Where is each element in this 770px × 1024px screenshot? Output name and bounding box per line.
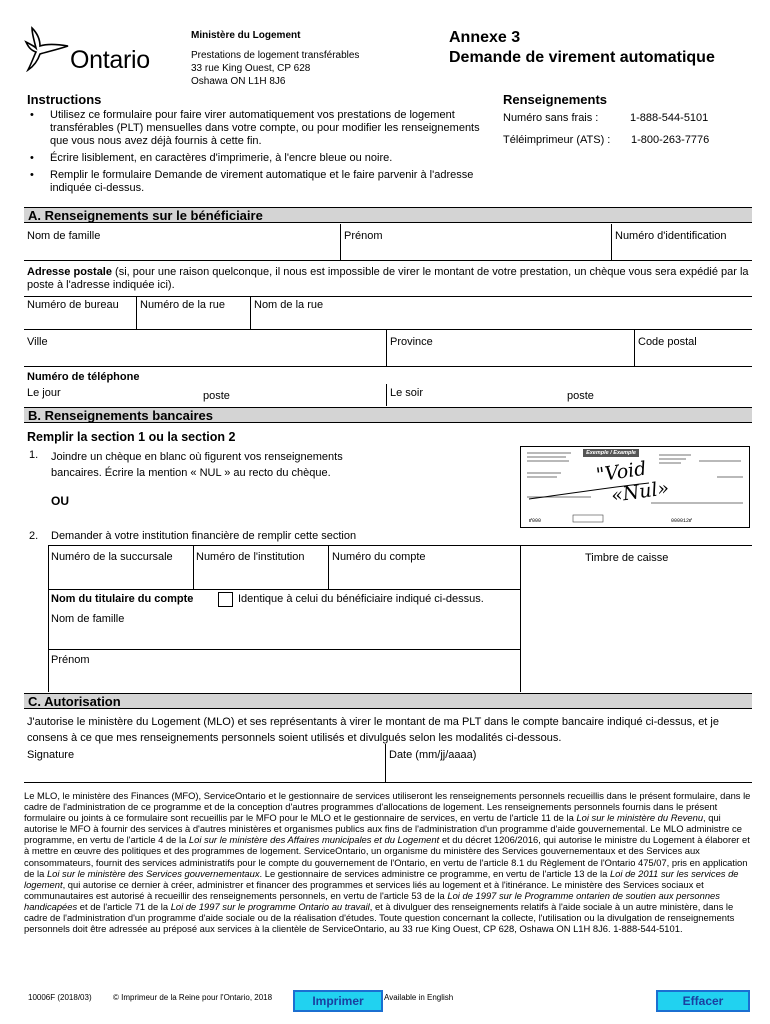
mailing-address-label: Adresse postale [27, 266, 112, 278]
trillium-icon [24, 24, 72, 72]
first-name-label: Prénom [344, 230, 383, 242]
phone-label: Numéro de téléphone [27, 371, 140, 383]
cheque-banner: Exemple / Example [583, 449, 639, 457]
holder-first-name-label: Prénom [51, 654, 90, 666]
holder-last-name-input[interactable] [50, 628, 519, 648]
account-holder-label: Nom du titulaire du compte [51, 593, 194, 605]
svg-text:⑈000: ⑈000 [529, 518, 542, 524]
date-label: Date (mm/jj/aaaa) [389, 749, 477, 761]
branch-number-label: Numéro de la succursale [51, 551, 173, 563]
same-as-beneficiary-checkbox[interactable] [218, 592, 233, 607]
day-ext-input[interactable] [236, 386, 384, 404]
province-label: Province [390, 336, 433, 348]
holder-last-name-label: Nom de famille [51, 613, 125, 625]
bank-stamp-area [522, 566, 750, 690]
last-name-label: Nom de famille [27, 230, 101, 242]
clear-button[interactable]: Effacer [656, 990, 750, 1012]
item2-number: 2. [29, 530, 39, 542]
id-number-label: Numéro d'identification [615, 230, 727, 242]
same-as-beneficiary-label: Identique à celui du bénéficiaire indiqué ci-dessus. [238, 593, 484, 605]
institution-number-input[interactable] [195, 566, 327, 588]
branch-number-input[interactable] [50, 566, 192, 588]
annex-label: Annexe 3 [449, 29, 521, 46]
tty-number: 1-800-263-7776 [631, 134, 710, 146]
instructions-list [30, 109, 480, 199]
evening-phone-input[interactable] [430, 386, 564, 404]
address-line-2: Oshawa ON L1H 8J6 [191, 76, 286, 87]
cheque-nul-text: «Nul» [609, 477, 671, 507]
bank-stamp-label: Timbre de caisse [585, 552, 669, 564]
signature-label: Signature [27, 749, 75, 761]
authorization-text: J'autorise le ministère du Logement (MLO) et ses représentants à virer le montant de ma PLT dans le compte bancaire indiqué ci-dessus, et je consens à ce que mes renseignements personnels soient utilisés et divulgués selon les modalités ci-dessous. [27, 716, 719, 744]
postal-code-input[interactable] [635, 350, 751, 365]
toll-free-label: Numéro sans frais : [503, 112, 599, 124]
copyright: © Imprimeur de la Reine pour l'Ontario, 2018 [113, 993, 273, 1002]
day-ext-label: poste [203, 390, 230, 402]
cheque-void-text: "Void [594, 457, 648, 487]
province-input[interactable] [387, 350, 633, 365]
signature-input[interactable] [24, 764, 384, 781]
item2-text: Demander à votre institution financière de remplir cette section [51, 530, 357, 542]
tty-label: Téléimprimeur (ATS) : [503, 134, 611, 146]
last-name-input[interactable] [24, 244, 339, 259]
holder-first-name-input[interactable] [50, 669, 519, 690]
street-number-input[interactable] [137, 313, 249, 328]
print-button[interactable]: Imprimer [293, 990, 383, 1012]
form-number: 10006F (2018/03) [28, 993, 92, 1002]
street-number-label: Numéro de la rue [140, 299, 225, 311]
svg-text:000012⑈: 000012⑈ [671, 518, 693, 524]
office-number-label: Numéro de bureau [27, 299, 119, 311]
evening-ext-label: poste [567, 390, 594, 402]
toll-free-number: 1-888-544-5101 [630, 112, 709, 124]
instructions-title: Instructions [27, 92, 102, 107]
instruction-item: • Remplir le formulaire Demande de virement automatique et le faire parvenir à l'adresse indiquée ci-dessus. [30, 169, 480, 195]
city-input[interactable] [24, 350, 385, 365]
evening-ext-input[interactable] [600, 386, 750, 404]
program-name: Prestations de logement transférables [191, 50, 360, 61]
day-phone-input[interactable] [70, 386, 200, 404]
form-title: Demande de virement automatique [449, 49, 715, 66]
account-number-input[interactable] [330, 566, 519, 588]
privacy-notice: Le MLO, le ministère des Finances (MFO), ServiceOntario et le gestionnaire de services utiliseront les renseignements personnels recueillis dans le présent formulaire, dans le cadre de l'administration de ce programme et de la conception d'autres programmes d'allocations de logement. Les renseignements personnels fournis dans le présent formulaire ou joints à ce formulaire sont recueillis par le MFO pour le MLO et le gestionnaire de services, en vertu de l'article 11 de la Loi sur le ministère du Revenu, qui autorise le MFO à fournir des services à d'autres ministères et organismes publics aux fins de l'administration d'un programme d'aide gouvernemental. Le MLO administre ce programme, en vertu de l'article 4 de la Loi sur le ministère des Affaires municipales et du Logement et du décret 1206/2016, qui autorise le ministre du Logement à élaborer et à mettre en œuvre des politiques et des programmes de logement. ServiceOntario, un organisme du ministère des Services gouvernementaux et des Services aux consommateurs, fournit des services administratifs pour le compte du gouvernement de l'Ontario, en vertu de l'article 8.1 du Règlement de l'Ontario 475/07, pris en application de la Loi sur le ministère des Services gouvernementaux. Le gestionnaire de services administre ce programme, en vertu de l'article 13 de la Loi de 2011 sur les services de logement, qui autorise ce dernier à créer, administrer et financer des programmes et services liés au logement et à l'itinérance. Le ministère des Services sociaux et communautaires est autorisé à recueillir des renseignements personnels, en vertu de l'article 53 de la Loi de 1997 sur le Programme ontarien de soutien aux personnes handicapées et de l'article 71 de la Loi de 1997 sur le programme Ontario au travail, et à divulguer des renseignements relatifs à l'aide sociale à un autre ministère, dans le cadre de l'administration d'un programme d'aide sociale ou de la réalisation d'études. Toute question concernant la collecte, l'utilisation ou la divulgation de renseignements personnels doit être adressée au préposé aux services à la clientèle de ServiceOntario, au 33 rue King Ouest, CP 628, Oshawa ON L1H 8J6. 1-888-544-5101. [24, 790, 751, 935]
institution-number-label: Numéro de l'institution [196, 551, 305, 563]
street-name-input[interactable] [251, 313, 751, 328]
info-title: Renseignements [503, 92, 608, 107]
section-b-header: B. Renseignements bancaires [24, 407, 752, 423]
evening-phone-label: Le soir [390, 387, 424, 399]
ontario-logo [24, 24, 174, 74]
office-number-input[interactable] [24, 313, 135, 328]
available-in-english: Available in English [384, 993, 454, 1002]
section-c-header: C. Autorisation [24, 693, 752, 709]
id-number-input[interactable] [612, 244, 752, 259]
item1-number: 1. [29, 449, 39, 461]
mailing-address-text: (si, pour une raison quelconque, il nous est impossible de virer le montant de votre prestation, un chèque vous sera expédié par la poste à l'adresse indiquée ici). [27, 266, 749, 291]
account-number-label: Numéro du compte [332, 551, 426, 563]
postal-code-label: Code postal [638, 336, 697, 348]
or-label: OU [51, 494, 69, 508]
first-name-input[interactable] [341, 244, 610, 259]
address-line-1: 33 rue King Ouest, CP 628 [191, 63, 311, 74]
city-label: Ville [27, 336, 48, 348]
date-input[interactable] [387, 764, 751, 781]
item1-text: Joindre un chèque en blanc où figurent vos renseignements bancaires. Écrire la mention « NUL » au recto du chèque. [51, 451, 343, 479]
section-b-subtitle: Remplir la section 1 ou la section 2 [27, 430, 236, 444]
day-phone-label: Le jour [27, 387, 61, 399]
mailing-address-note [27, 266, 749, 292]
section-a-header: A. Renseignements sur le bénéficiaire [24, 207, 752, 223]
instruction-item: • Utilisez ce formulaire pour faire virer automatiquement vos prestations de logement transférables (PLT) mensuelles dans votre compte, ou pour modifier les renseignements que vous nous avez déjà fournis à cette fin. [30, 109, 480, 148]
logo-wordmark: Ontario [70, 46, 150, 74]
ministry-name: Ministère du Logement [191, 30, 301, 41]
cheque-example-image [520, 446, 750, 528]
street-name-label: Nom de la rue [254, 299, 324, 311]
instruction-item: • Écrire lisiblement, en caractères d'imprimerie, à l'encre bleue ou noire. [30, 152, 480, 165]
